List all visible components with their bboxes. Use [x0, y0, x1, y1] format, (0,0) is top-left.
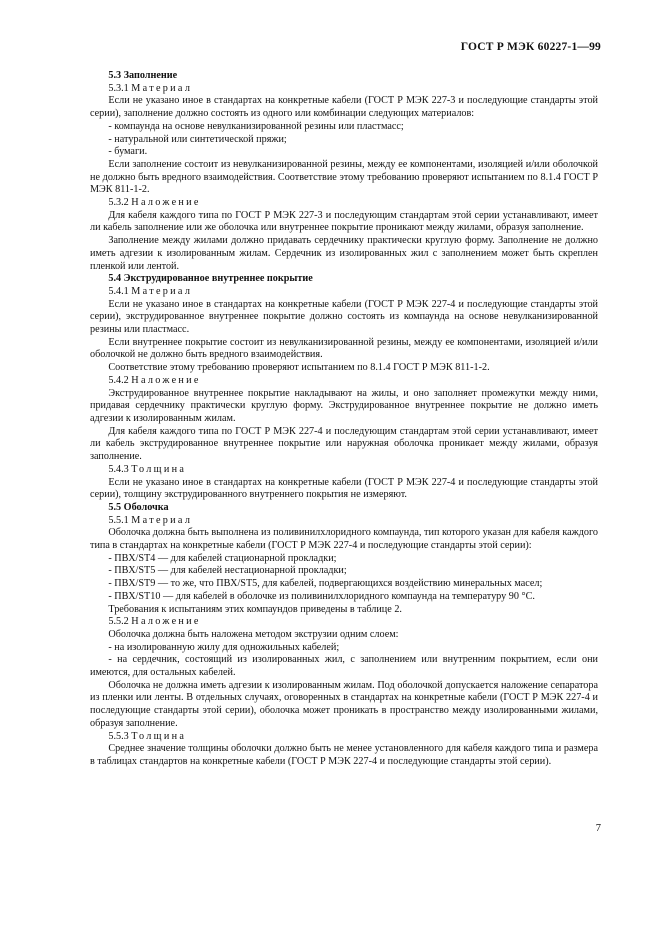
subsection-heading — [90, 731, 598, 744]
paragraph: Если не указано иное в стандартах на конкретные кабели (ГОСТ Р МЭК 227-4 и последующие стандарты этой серии), экструдированное внутреннее покрытие должно состоять из компаунда на основе невулканизированной резины или пластмасс. — [90, 298, 598, 336]
subsection-title: Материал — [131, 514, 193, 526]
section-heading: 5.3 Заполнение — [108, 70, 178, 81]
subsection-number: 5.5.2 — [108, 616, 129, 628]
paragraph: Требования к испытаниям этих компаундов приведены в таблице 2. — [108, 603, 402, 615]
paragraph: Соответствие этому требованию проверяют испытанием по 8.1.4 ГОСТ Р МЭК 811-1-2. — [108, 362, 490, 374]
list-item: - ПВХ/ST4 — для кабелей стационарной прокладки; — [108, 552, 337, 564]
subsection-title: Материал — [131, 285, 193, 297]
subsection-number: 5.5.3 — [108, 730, 129, 742]
subsection-number: 5.4.1 — [108, 285, 129, 297]
subsection-heading — [90, 464, 598, 477]
subsection-number: 5.4.3 — [108, 463, 129, 475]
subsection-number: 5.4.2 — [108, 374, 129, 386]
section-heading: 5.4 Экструдированное внутреннее покрытие — [108, 273, 313, 285]
list-item: - на изолированную жилу для одножильных кабелей; — [108, 641, 340, 653]
paragraph: Для кабеля каждого типа по ГОСТ Р МЭК 227-4 и последующим стандартам этой серии устанавливают, имеет ли кабель экструдированное внутреннее покрытие или наружная оболочка проникает между жилами, образуя заполнение. — [90, 425, 598, 463]
subsection-heading — [90, 616, 598, 629]
list-item: - ПВХ/ST9 — то же, что ПВХ/ST5, для кабелей, подвергающихся воздействию минеральных масел; — [108, 578, 543, 590]
subsection-heading — [90, 83, 598, 96]
subsection-number: 5.5.1 — [108, 514, 129, 526]
subsection-title: Наложение — [131, 197, 201, 209]
paragraph: Экструдированное внутреннее покрытие накладывают на жилы, и оно заполняет промежутки между ними, придавая сердечнику практически круглую форму. Экструдированное внутреннее покрытие не должно иметь адгезии к изолированным жилам. — [90, 387, 598, 424]
subsection-heading — [90, 197, 598, 210]
list-item: - натуральной или синтетической пряжи; — [108, 133, 287, 145]
subsection-number: 5.3.2 — [108, 197, 129, 209]
subsection-heading — [90, 286, 598, 299]
subsection-title: Толщина — [131, 730, 187, 742]
subsection-title: Наложение — [131, 374, 201, 386]
paragraph: Для кабеля каждого типа по ГОСТ Р МЭК 227-3 и последующим стандартам этой серии устанавливают, имеет ли кабель заполнение или же оболочка или внутреннее покрытие проникают между жилами, образуя заполнение. — [90, 209, 598, 234]
page-number: 7 — [595, 823, 601, 834]
paragraph: Среднее значение толщины оболочки должно быть не менее установленного для кабеля каждого типа и размера в таблицах стандартов на конкретные кабели (ГОСТ Р МЭК 227-4 и последующие стандарты этой серии). — [90, 743, 598, 767]
section-heading: 5.5 Оболочка — [108, 501, 169, 513]
subsection-title: Толщина — [131, 463, 187, 475]
paragraph: Если внутреннее покрытие состоит из невулканизированной резины, между ее компонентами, изоляцией и/или оболочкой не должно быть вредного взаимодействия. — [90, 336, 598, 361]
document-body — [90, 70, 598, 769]
subsection-title: Материал — [131, 82, 193, 94]
paragraph: Заполнение между жилами должно придавать сердечнику практически круглую форму. Заполнение не должно иметь адгезии к изолированным жилам. Сердечник из изолированных жил с заполнением может быть скреплен пленкой или лентой. — [90, 235, 598, 272]
subsection-heading — [90, 515, 598, 528]
list-item: - на сердечник, состоящий из изолированных жил, с заполнением или внутренним покрытием, если они имеются, для остальных кабелей. — [90, 654, 598, 679]
subsection-heading — [90, 375, 598, 388]
list-item: - ПВХ/ST10 — для кабелей в оболочке из поливинилхлоридного компаунда на температуру 90 °С. — [108, 590, 535, 602]
list-item: - ПВХ/ST5 — для кабелей нестационарной прокладки; — [108, 565, 347, 577]
document-header: ГОСТ Р МЭК 60227-1—99 — [460, 41, 601, 53]
paragraph: Если не указано иное в стандартах на конкретные кабели (ГОСТ Р МЭК 227-3 и последующие стандарты этой серии), заполнение должно состоять из одного или комбинации следующих материалов: — [90, 95, 598, 120]
list-item: - бумаги. — [108, 146, 148, 158]
paragraph: Оболочка должна быть выполнена из поливинилхлоридного компаунда, тип которого указан для кабеля каждого типа в стандартах на конкретные кабели (ГОСТ Р МЭК 227-4 и последующие стандарты этой серии): — [90, 527, 598, 552]
list-item: - компаунда на основе невулканизированной резины или пластмасс; — [108, 120, 404, 132]
paragraph: Оболочка не должна иметь адгезии к изолированным жилам. Под оболочкой допускается наложение сепаратора из пленки или ленты. В отдельных случаях, оговоренных в стандартах на конкретные кабели (ГОСТ Р МЭК 227-4 и последующие стандарты этой серии), оболочка может проникать в пространство между изолированными жилами, образуя заполнение. — [90, 679, 598, 729]
paragraph: Если заполнение состоит из невулканизированной резины, между ее компонентами, изоляцией и/или оболочкой не должно быть вредного взаимодействия. Соответствие этому требованию проверяют испытанием по 8.1.4 ГОСТ Р МЭК 811-1-2. — [90, 158, 598, 196]
subsection-title: Наложение — [131, 616, 201, 628]
paragraph: Оболочка должна быть наложена методом экструзии одним слоем: — [108, 628, 399, 640]
subsection-number: 5.3.1 — [108, 82, 129, 94]
paragraph: Если не указано иное в стандартах на конкретные кабели (ГОСТ Р МЭК 227-4 и последующие стандарты этой серии), толщину экструдированного внутреннего покрытия не измеряют. — [90, 476, 598, 501]
